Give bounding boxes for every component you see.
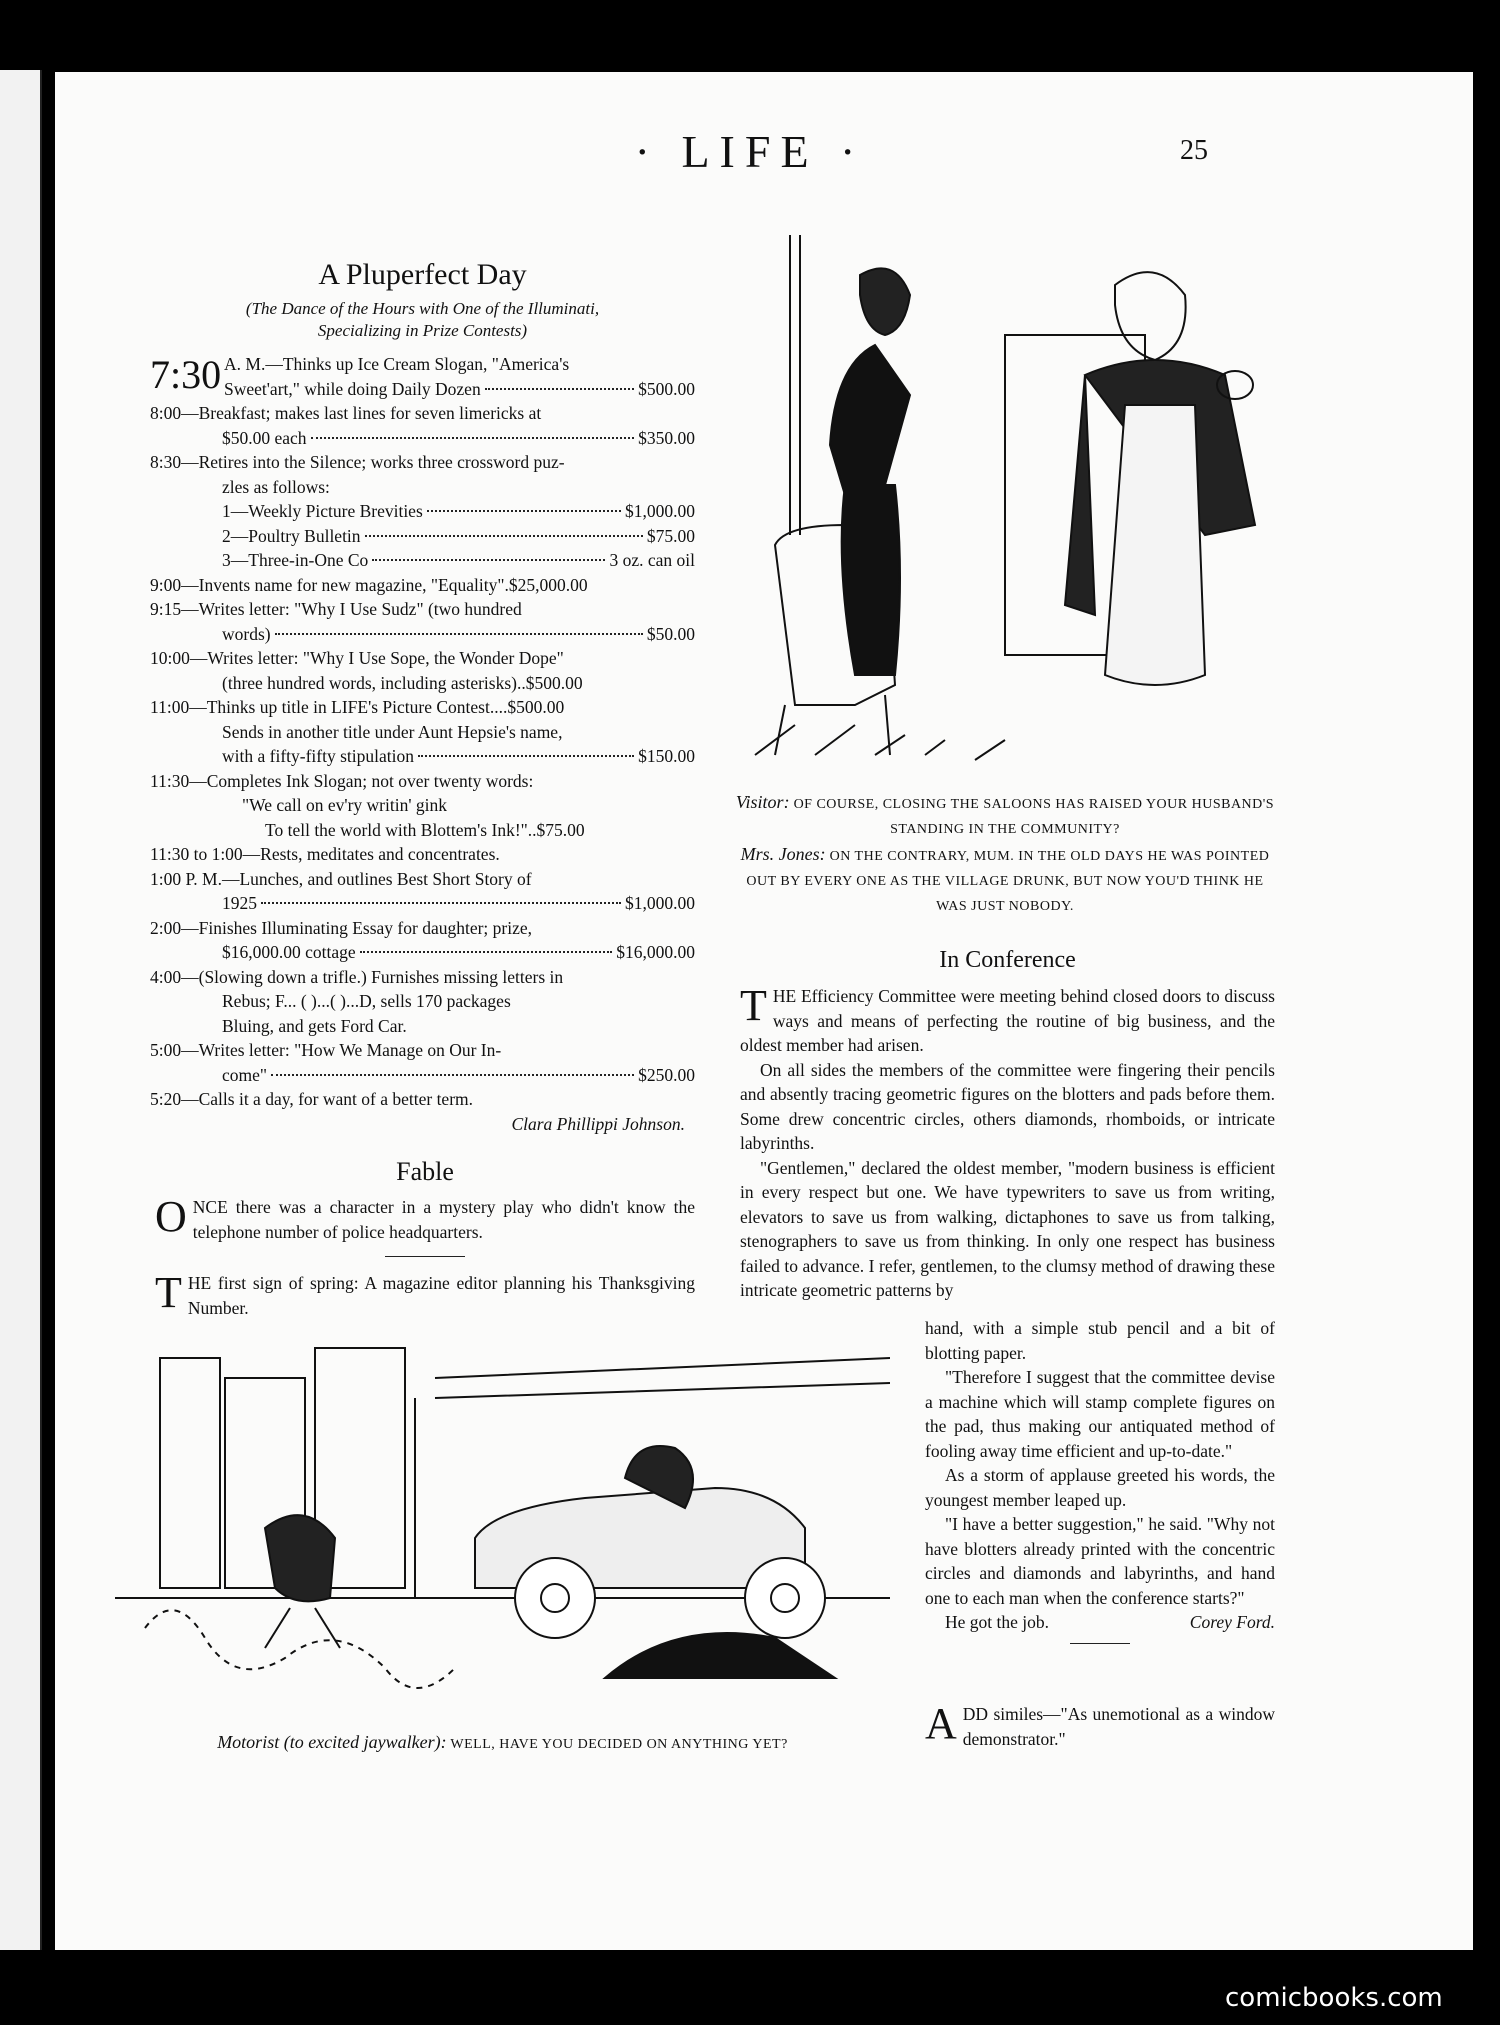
schedule-line: 11:30—Completes Ink Slogan; not over twenty words:	[150, 770, 534, 791]
author-signature: Clara Phillippi Johnson.	[511, 1113, 685, 1134]
schedule-line: Bluing, and gets Ford Car.	[222, 1015, 407, 1036]
drop-cap: A	[925, 1699, 957, 1748]
schedule-line: Sweet'art," while doing Daily Dozen	[224, 378, 481, 399]
schedule-line: To tell the world with Blottem's Ink!"..$75.00	[265, 819, 585, 840]
drop-cap: O	[155, 1192, 187, 1241]
conference-paragraph: He got the job.	[945, 1612, 1050, 1632]
article-title: A Pluperfect Day	[318, 258, 527, 291]
schedule-line: 5:00—Writes letter: "How We Manage on Our In-	[150, 1040, 502, 1060]
schedule-line: "We call on ev'ry writin' gink	[242, 795, 447, 815]
cartoon-caption: Motorist (to excited jaywalker): WELL, HAVE YOU DECIDED ON ANYTHING YET?	[217, 1732, 788, 1752]
schedule-line: 2:00—Finishes Illuminating Essay for daughter; prize,	[150, 917, 533, 938]
article-subtitle: (The Dance of the Hours with One of the Illuminati,	[245, 299, 600, 318]
schedule-line: 9:15—Writes letter: "Why I Use Sudz" (two hundred	[150, 599, 522, 619]
schedule-line: zles as follows:	[222, 476, 330, 497]
schedule-line: 9:00—Invents name for new magazine, "Equality".$25,000.00	[150, 574, 588, 595]
schedule-line: Rebus; F... ( )...( )...D, sells 170 packages	[222, 991, 511, 1011]
author-signature: Corey Ford.	[1189, 1612, 1275, 1632]
schedule-line: 11:30 to 1:00—Rests, meditates and concentrates.	[150, 844, 500, 864]
schedule-price: 3 oz. can oil	[609, 550, 695, 570]
salon-cartoon	[735, 235, 1275, 914]
schedule-line: come"	[222, 1064, 268, 1085]
schedule-line: 4:00—(Slowing down a trifle.) Furnishes missing letters in	[150, 966, 564, 987]
schedule-line: 3—Three-in-One Co	[222, 550, 369, 570]
schedule-line: 1—Weekly Picture Brevities	[222, 501, 423, 521]
spring-paragraph: THE first sign of spring: A magazine editor planning his Thanksgiving Number.	[155, 1268, 695, 1318]
page-number: 25	[1180, 135, 1208, 166]
schedule	[150, 352, 695, 1136]
fable-title: Fable	[396, 1157, 454, 1186]
pluperfect-day-article	[150, 258, 695, 1136]
divider	[1070, 1643, 1130, 1644]
jaywalker-cartoon	[115, 1338, 890, 1752]
similes-note: ADD similes—"As unemotional as a window demonstrator."	[925, 1699, 1275, 1749]
schedule-line: 8:30—Retires into the Silence; works three crossword puz-	[150, 452, 565, 472]
schedule-line: $16,000.00 cottage	[222, 942, 356, 962]
watermark-text: comicbooks.com	[1225, 1983, 1443, 2013]
cartoon-caption: Visitor: OF COURSE, CLOSING THE SALOONS HAS RAISED YOUR HUSBAND'S STANDING IN THE COMMUNITY? Mrs. Jones: ON THE CONTRARY, MUM. IN THE OLD DAYS HE WAS POINTED OUT BY EVERY ONE AS THE VILLAGE DRUNK, BUT NOW YOU'D THINK HE WAS JUST NOBODY.	[735, 792, 1275, 914]
cartoon-illustration	[735, 235, 1275, 780]
conference-title: In Conference	[939, 947, 1076, 973]
conference-paragraph: "Therefore I suggest that the committee devise a machine which will stamp complete figures on the pad, thus making our antiquated method of fooling away time efficient and up-to-date."	[925, 1367, 1275, 1461]
fable-paragraph: ONCE there was a character in a mystery play who didn't know the telephone number of police headquarters.	[155, 1192, 695, 1242]
conference-paragraph: On all sides the members of the committee were fingering their pencils and absently tracing geometric figures on the blotters and pads before them. Some drew concentric circles, others diamonds, rhomboids, or intricate labyrinths.	[740, 1059, 1275, 1153]
schedule-line: 11:00—Thinks up title in LIFE's Picture Contest....$500.00	[150, 697, 565, 717]
in-conference-article	[740, 947, 1275, 1303]
schedule-line: 1:00 P. M.—Lunches, and outlines Best Short Story of	[150, 868, 532, 889]
fable-article	[155, 1157, 695, 1320]
conference-paragraph: "I have a better suggestion," he said. "Why not have blotters already printed with the concentric circles and diamonds and labyrinths, and hand one to each man when the conference starts?"	[925, 1514, 1275, 1608]
conference-paragraph: As a storm of applause greeted his words, the youngest member leaped up.	[925, 1465, 1275, 1510]
schedule-line: 2—Poultry Bulletin	[222, 525, 361, 546]
divider	[385, 1256, 465, 1257]
schedule-price: $250.00	[638, 1064, 695, 1085]
schedule-price: $1,000.00	[625, 501, 695, 521]
schedule-line: words)	[222, 623, 271, 644]
cartoon-illustration	[115, 1338, 890, 1728]
conference-paragraph: hand, with a simple stub pencil and a bit of blotting paper.	[925, 1318, 1275, 1363]
drop-cap: T	[155, 1268, 182, 1317]
schedule-line: Sends in another title under Aunt Hepsie's name,	[222, 721, 563, 742]
conference-paragraph: THE Efficiency Committee were meeting behind closed doors to discuss ways and means of perfecting the routine of big business, and the oldest member had arisen.	[740, 981, 1275, 1055]
article-subtitle-2: Specializing in Prize Contests)	[317, 321, 528, 340]
schedule-line: $50.00 each	[222, 427, 307, 448]
masthead: · LIFE ·	[634, 126, 866, 177]
schedule-big-time: 7:30	[150, 352, 222, 397]
schedule-line: 5:20—Calls it a day, for want of a better term.	[150, 1089, 474, 1109]
schedule-price: $1,000.00	[625, 893, 695, 913]
schedule-line: A. M.—Thinks up Ice Cream Slogan, "America's	[224, 354, 570, 374]
conference-paragraph: "Gentlemen," declared the oldest member, "modern business is efficient in every respect but one. We have typewriters to save us from writing, elevators to save us from walking, dictaphones to save us from talking, stenographers to save us from thinking. In only one respect has business failed to advance. I refer, gentlemen, to the clumsy method of drawing these intricate geometric patterns by	[740, 1157, 1275, 1300]
schedule-line: 1925	[222, 893, 257, 913]
schedule-price: $350.00	[638, 427, 695, 448]
conference-continued	[925, 1316, 1275, 1654]
drop-cap: T	[740, 981, 767, 1030]
schedule-line: 10:00—Writes letter: "Why I Use Sope, the Wonder Dope"	[150, 648, 564, 668]
schedule-price: $50.00	[646, 623, 695, 644]
adjacent-page-edge	[0, 70, 42, 1950]
schedule-price: $500.00	[638, 378, 695, 399]
schedule-line: with a fifty-fifty stipulation	[222, 746, 414, 766]
schedule-line: 8:00—Breakfast; makes last lines for seven limericks at	[150, 403, 542, 423]
schedule-price: $150.00	[638, 746, 695, 766]
schedule-price: $75.00	[646, 525, 695, 546]
schedule-price: $16,000.00	[616, 942, 695, 962]
schedule-line: (three hundred words, including asterisks)..$500.00	[222, 672, 583, 693]
